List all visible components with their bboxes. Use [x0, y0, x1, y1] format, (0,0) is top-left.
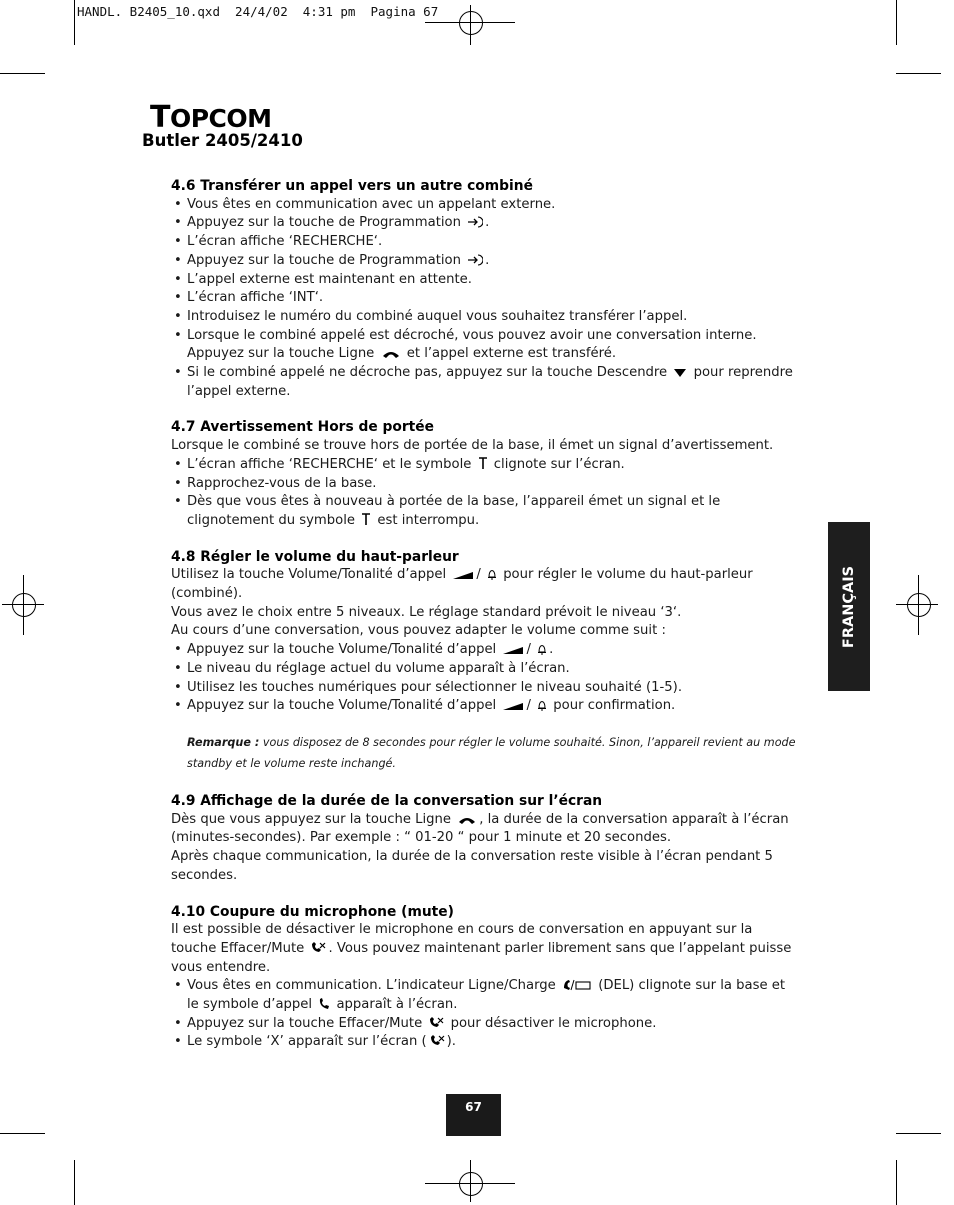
paragraph: Vous avez le choix entre 5 niveaux. Le réglage standard prévoit le niveau ‘3‘.	[171, 604, 682, 620]
section-heading: 4.9 Affichage de la durée de la conversation sur l’écran	[171, 792, 603, 809]
list-item: • Appuyez sur la touche Volume/Tonalité d’appel / pour confirmation.	[171, 697, 801, 716]
model-name: Butler 2405/2410	[142, 131, 303, 150]
paragraph: Il est possible de désactiver le microphone en cours de conversation en appuyant sur la touche Effacer/Mute . Vous pouvez maintenant parler librement sans que l’appelant puisse vous entendre.	[171, 922, 792, 975]
language-tab	[828, 522, 870, 691]
print-slug: HANDL. B2405_10.qxd 24/4/02 4:31 pm Pagina 67	[77, 4, 439, 19]
topcom-logo: TOPCOM	[150, 100, 272, 135]
handset-icon	[318, 998, 330, 1010]
section-4-8	[171, 548, 801, 774]
list-item: • Dès que vous êtes à nouveau à portée de la base, l’appareil émet un signal et le clignotement du symbole est interrompu.	[171, 493, 801, 530]
list-item: • L’écran affiche ‘RECHERCHE‘.	[171, 233, 801, 252]
page-number: 67	[446, 1094, 501, 1136]
section-4-9	[171, 792, 801, 886]
antenna-icon	[478, 457, 488, 470]
list-item: • Introduisez le numéro du combiné auquel vous souhaitez transférer l’appel.	[171, 308, 801, 327]
list-item: • Appuyez sur la touche de Programmation .	[171, 214, 801, 233]
list-item: • Appuyez sur la touche Effacer/Mute pour désactiver le microphone.	[171, 1015, 801, 1034]
note: Remarque : vous disposez de 8 secondes pour régler le volume souhaité. Sinon, l’appareil revient au mode standby et le volume reste inchangé.	[187, 735, 796, 770]
paragraph: Dès que vous appuyez sur la touche Ligne , la durée de la conversation apparaît à l’écran (minutes-secondes). Par exemple : “ 01-20 “ pour 1 minute et 20 secondes.	[171, 811, 789, 846]
section-4-7	[171, 418, 801, 530]
bell-icon	[537, 644, 547, 655]
list-item: • L’écran affiche ‘INT‘.	[171, 289, 801, 308]
language-label: FRANÇAIS	[841, 565, 857, 648]
section-heading: 4.6 Transférer un appel vers un autre combiné	[171, 178, 533, 194]
bell-icon	[487, 569, 497, 580]
mute-key-icon	[428, 1017, 444, 1029]
list-item: • L’écran affiche ‘RECHERCHE‘ et le symbole clignote sur l’écran.	[171, 456, 801, 475]
led-indicator-icon	[562, 979, 592, 991]
program-key-icon	[467, 254, 483, 266]
bell-icon	[537, 700, 547, 711]
list-item: • Vous êtes en communication avec un appelant externe.	[171, 196, 801, 215]
volume-key-icon	[452, 571, 474, 580]
down-arrow-icon	[673, 368, 687, 378]
section-heading: 4.7 Avertissement Hors de portée	[171, 419, 434, 436]
list-item: • Appuyez sur la touche de Programmation .	[171, 252, 801, 271]
mute-key-icon	[310, 942, 326, 954]
list-item: • Utilisez les touches numériques pour sélectionner le niveau souhaité (1-5).	[171, 679, 801, 698]
list-item: • Appuyez sur la touche Volume/Tonalité d’appel / .	[171, 641, 801, 660]
section-4-6	[171, 177, 801, 401]
antenna-icon	[361, 513, 371, 526]
section-4-10	[171, 903, 801, 1053]
line-key-icon	[381, 349, 401, 359]
list-item: • Lorsque le combiné appelé est décroché, vous pouvez avoir une conversation interne. Appuyez sur la touche Ligne et l’appel externe est transféré.	[171, 327, 801, 364]
volume-key-icon	[502, 702, 524, 711]
list-item: • L’appel externe est maintenant en attente.	[171, 271, 801, 290]
section-heading: 4.8 Régler le volume du haut-parleur	[171, 548, 459, 565]
paragraph: Utilisez la touche Volume/Tonalité d’appel / pour régler le volume du haut-parleur (combiné).	[171, 567, 753, 602]
list-item: • Rapprochez-vous de la base.	[171, 475, 801, 494]
list-item: • Si le combiné appelé ne décroche pas, appuyez sur la touche Descendre pour reprendre l’appel externe.	[171, 364, 801, 401]
line-key-icon	[457, 815, 477, 825]
list-item: • Le symbole ‘X’ apparaît sur l’écran ( ).	[171, 1033, 801, 1052]
paragraph: Après chaque communication, la durée de la conversation reste visible à l’écran pendant 5 secondes.	[171, 849, 773, 883]
manual-content	[171, 177, 801, 1069]
volume-key-icon	[502, 646, 524, 655]
mute-key-icon	[429, 1035, 445, 1047]
paragraph: Lorsque le combiné se trouve hors de portée de la base, il émet un signal d’avertissement.	[171, 438, 774, 454]
list-item: • Le niveau du réglage actuel du volume apparaît à l’écran.	[171, 660, 801, 679]
section-heading: 4.10 Coupure du microphone (mute)	[171, 903, 454, 920]
list-item: • Vous êtes en communication. L’indicateur Ligne/Charge (DEL) clignote sur la base et le symbole d’appel apparaît à l’écran.	[171, 977, 801, 1014]
paragraph: Au cours d’une conversation, vous pouvez adapter le volume comme suit :	[171, 623, 666, 639]
program-key-icon	[467, 216, 483, 228]
